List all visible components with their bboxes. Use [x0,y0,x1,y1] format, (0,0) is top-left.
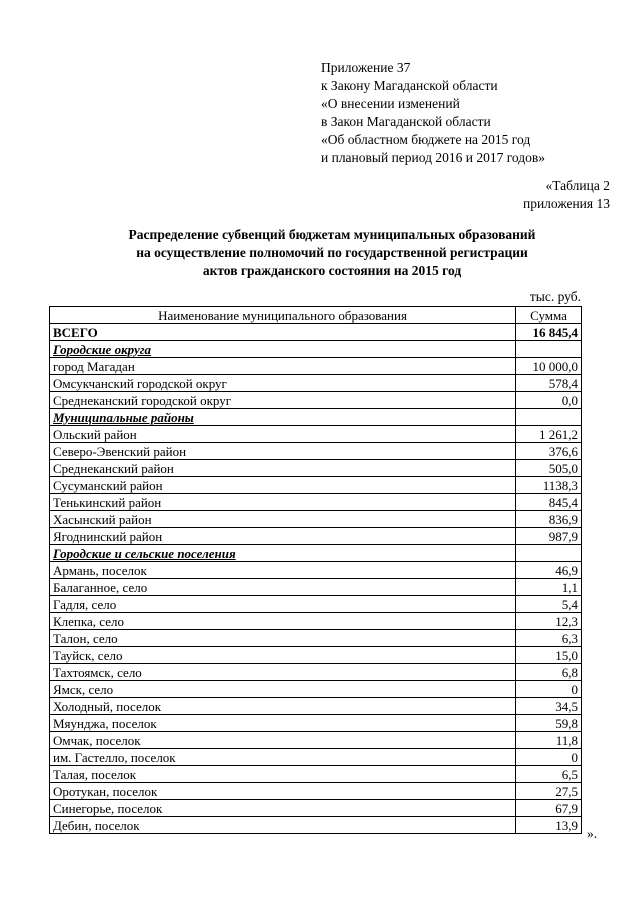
row-name: Ольский район [50,426,516,443]
section-row [50,409,582,426]
table-row [50,375,582,392]
appendix-line: в Закон Магаданской области [321,114,491,129]
row-value [516,409,582,426]
table-row [50,358,582,375]
row-value: 59,8 [516,715,582,732]
row-name: Омчак, поселок [50,732,516,749]
table-reference [523,177,610,213]
row-value: 1 261,2 [516,426,582,443]
table-row [50,579,582,596]
row-name: Холодный, поселок [50,698,516,715]
row-value: 505,0 [516,460,582,477]
table-row [50,766,582,783]
table-ref-line: «Таблица 2 [545,178,610,193]
appendix-header [321,59,545,167]
appendix-line: к Закону Магаданской области [321,78,498,93]
table-row [50,460,582,477]
row-name: город Магадан [50,358,516,375]
row-value: 836,9 [516,511,582,528]
row-name: Армань, поселок [50,562,516,579]
table-row [50,698,582,715]
row-name: Тахтоямск, село [50,664,516,681]
row-value: 5,4 [516,596,582,613]
row-name: Гадля, село [50,596,516,613]
row-name: Синегорье, поселок [50,800,516,817]
row-value: 6,8 [516,664,582,681]
table-row [50,800,582,817]
row-name: Среднеканский городской округ [50,392,516,409]
row-name: Среднеканский район [50,460,516,477]
row-value: 1,1 [516,579,582,596]
table-row [50,443,582,460]
table-row [50,494,582,511]
column-header-name: Наименование муниципального образования [50,307,516,324]
row-name: Балаганное, село [50,579,516,596]
row-value: 987,9 [516,528,582,545]
table-row [50,426,582,443]
row-name: Клепка, село [50,613,516,630]
row-value: 15,0 [516,647,582,664]
appendix-line: «О внесении изменений [321,96,460,111]
table-row [50,664,582,681]
table-row [50,681,582,698]
table-row [50,596,582,613]
row-name: Мяунджа, поселок [50,715,516,732]
row-name: Омсукчанский городской округ [50,375,516,392]
title-line: актов гражданского состояния на 2015 год [202,263,462,278]
row-value: 46,9 [516,562,582,579]
appendix-line: и плановый период 2016 и 2017 годов» [321,150,546,165]
row-value: 12,3 [516,613,582,630]
row-value: 16 845,4 [516,324,582,341]
units-label: тыс. руб. [529,289,581,304]
table-row [50,647,582,664]
row-value: 845,4 [516,494,582,511]
subventions-table [49,306,582,834]
row-value [516,545,582,562]
row-value: 6,3 [516,630,582,647]
row-value: 27,5 [516,783,582,800]
closing-quote: ». [587,826,598,841]
table-row [50,630,582,647]
table-ref-line: приложения 13 [522,196,610,211]
table-row [50,732,582,749]
title-line: Распределение субвенций бюджетам муниципальных образований [128,227,536,242]
row-value: 34,5 [516,698,582,715]
table-row [50,715,582,732]
row-value: 11,8 [516,732,582,749]
column-header-sum: Сумма [516,307,582,324]
row-name: Дебин, поселок [50,817,516,834]
row-name: Талон, село [50,630,516,647]
table-row [50,749,582,766]
row-value: 0 [516,749,582,766]
appendix-line: «Об областном бюджете на 2015 год [321,132,531,147]
row-value: 10 000,0 [516,358,582,375]
row-value: 6,5 [516,766,582,783]
row-value: 67,9 [516,800,582,817]
document-title [40,226,624,280]
row-name: Северо-Эвенский район [50,443,516,460]
row-name: Ямск, село [50,681,516,698]
table-row [50,613,582,630]
row-name: Хасынский район [50,511,516,528]
row-name: ВСЕГО [50,324,516,341]
table-row [50,562,582,579]
table-row [50,477,582,494]
row-value: 1138,3 [516,477,582,494]
row-name: Тенькинский район [50,494,516,511]
row-name: Городские округа [50,341,516,358]
table-row [50,817,582,834]
section-row [50,341,582,358]
row-value: 578,4 [516,375,582,392]
row-value: 0 [516,681,582,698]
row-name: Сусуманский район [50,477,516,494]
row-name: Тауйск, село [50,647,516,664]
table-row [50,392,582,409]
row-value: 13,9 [516,817,582,834]
row-name: им. Гастелло, поселок [50,749,516,766]
row-name: Оротукан, поселок [50,783,516,800]
table-row [50,511,582,528]
row-name: Городские и сельские поселения [50,545,516,562]
row-name: Талая, поселок [50,766,516,783]
table-row [50,783,582,800]
row-name: Муниципальные районы [50,409,516,426]
total-row [50,324,582,341]
table-row [50,528,582,545]
row-value: 376,6 [516,443,582,460]
row-name: Ягоднинский район [50,528,516,545]
title-line: на осуществление полномочий по государственной регистрации [136,245,528,260]
row-value: 0,0 [516,392,582,409]
appendix-line: Приложение 37 [321,60,411,75]
section-row [50,545,582,562]
table-header-row [50,307,582,324]
row-value [516,341,582,358]
